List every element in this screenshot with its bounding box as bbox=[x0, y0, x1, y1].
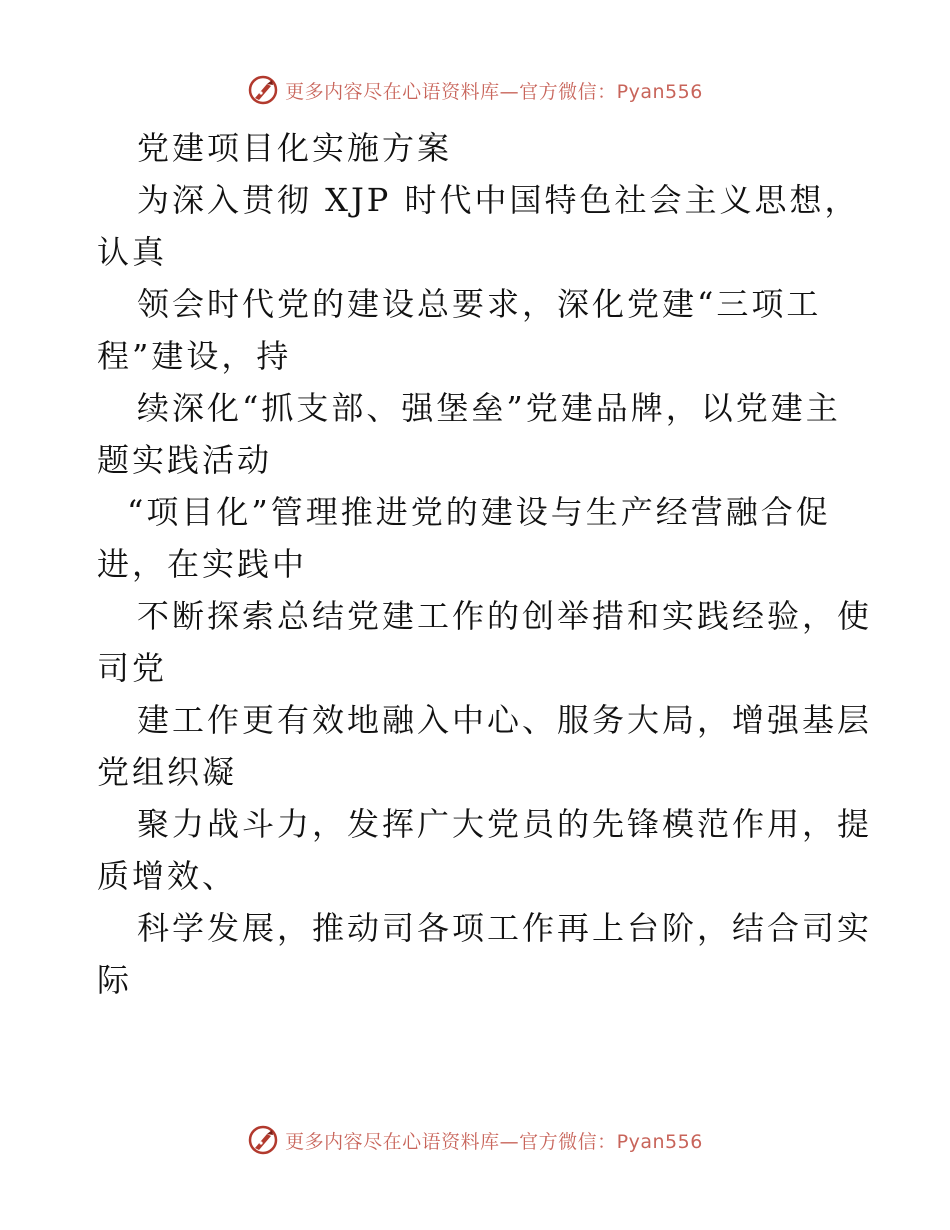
paragraph-line: 领会时代党的建设总要求，深化党建“三项工 bbox=[137, 285, 822, 323]
paragraph-line: 建工作更有效地融入中心、服务大局，增强基层 bbox=[137, 701, 873, 739]
footer-banner bbox=[0, 1120, 950, 1160]
footer-banner-text: 更多内容尽在心语资料库—官方微信：Pyan556 bbox=[285, 1130, 703, 1153]
footer-banner-content bbox=[247, 1124, 703, 1156]
header-banner-text: 更多内容尽在心语资料库—官方微信：Pyan556 bbox=[285, 80, 703, 103]
paragraph-line: 进，在实践中 bbox=[97, 545, 308, 583]
paragraph-line: 党组织凝 bbox=[97, 753, 238, 791]
header-banner-content bbox=[247, 74, 703, 106]
header-banner bbox=[0, 70, 950, 110]
paragraph-line: 不断探索总结党建工作的创举措和实践经验，使 bbox=[137, 597, 873, 635]
pen-nib-logo-icon bbox=[247, 74, 279, 106]
paragraph-line: 续深化“抓支部、强堡垒”党建品牌，以党建主 bbox=[137, 389, 841, 427]
document-title: 党建项目化实施方案 bbox=[137, 129, 453, 167]
paragraph-line: 认真 bbox=[97, 233, 168, 271]
paragraph-line: 科学发展，推动司各项工作再上台阶，结合司实 bbox=[137, 909, 873, 947]
paragraph-line: “项目化”管理推进党的建设与生产经营融合促 bbox=[127, 493, 831, 531]
document-body bbox=[97, 122, 873, 1006]
paragraph-line: 聚力战斗力，发挥广大党员的先锋模范作用，提 bbox=[137, 805, 873, 843]
paragraph-line: 程”建设，持 bbox=[97, 337, 292, 375]
paragraph-line: 为深入贯彻 XJP 时代中国特色社会主义思想， bbox=[137, 181, 860, 219]
pen-nib-logo-icon bbox=[247, 1124, 279, 1156]
paragraph-line: 际 bbox=[97, 961, 133, 999]
paragraph-line: 质增效、 bbox=[97, 857, 238, 895]
paragraph-line: 司党 bbox=[97, 649, 168, 687]
paragraph-line: 题实践活动 bbox=[97, 441, 273, 479]
